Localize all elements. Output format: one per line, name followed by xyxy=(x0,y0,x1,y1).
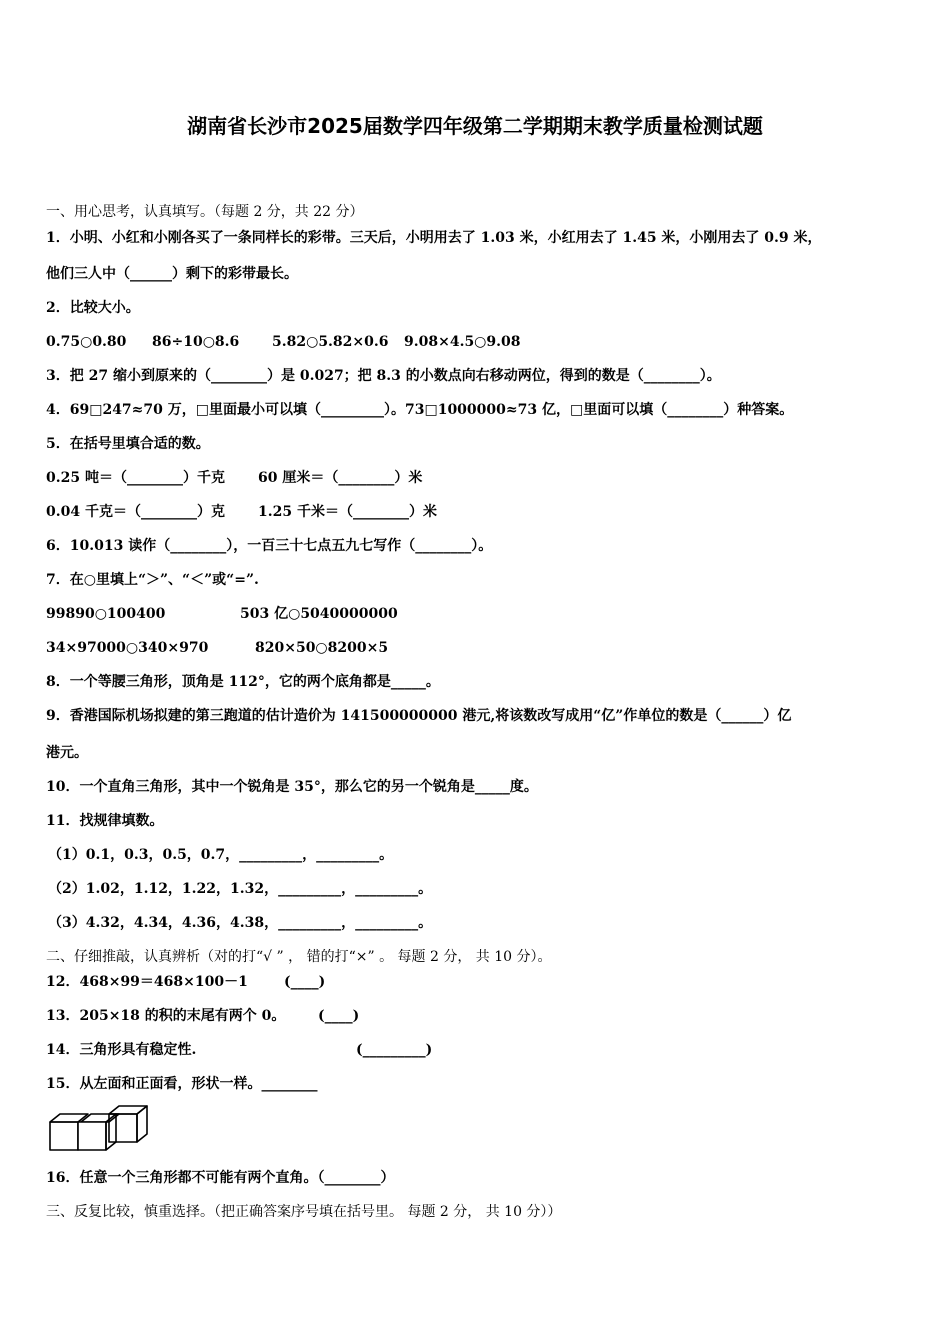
question-2-items xyxy=(46,332,521,352)
cubes-figure-icon xyxy=(47,1104,151,1154)
q5-row1-item-1: 0.25 吨＝（________）千克 xyxy=(46,470,225,486)
q2-item-2: 86÷10○8.6 xyxy=(152,334,240,350)
section-1-heading: 一、用心思考，认真填写。（每题 2 分，共 22 分） xyxy=(46,204,364,220)
q7-row2-item-1: 34×97000○340×970 xyxy=(46,640,209,656)
question-5: 5．在括号里填合适的数。 xyxy=(46,436,210,452)
question-3: 3．把 27 缩小到原来的（________）是 0.027；把 8.3 的小数点向右移动两位，得到的数是（________）。 xyxy=(46,368,721,384)
question-11-part-2: （2）1.02，1.12，1.22，1.32，_________，_________。 xyxy=(48,881,433,897)
section-3-heading: 三、反复比较，慎重选择。（把正确答案序号填在括号里。 每题 2 分， 共 10 分）） xyxy=(46,1204,562,1220)
question-9-line-2: 港元。 xyxy=(46,745,88,761)
q7-row1-item-2: 503 亿○5040000000 xyxy=(240,606,398,622)
question-7-row-1 xyxy=(46,604,398,624)
question-1-line-2: 他们三人中（______）剩下的彩带最长。 xyxy=(46,266,298,282)
q7-row1-item-1: 99890○100400 xyxy=(46,606,166,622)
section-2-heading: 二、仔细推敲，认真辨析（对的打“√ ” ， 错的打“×” 。 每题 2 分， 共 10 分）。 xyxy=(46,949,552,965)
question-11-part-1: （1）0.1，0.3，0.5，0.7，_________，_________。 xyxy=(48,847,394,863)
q13-answer-blank[interactable]: (____) xyxy=(318,1008,360,1024)
question-7-row-2 xyxy=(46,638,388,658)
q5-row2-item-1: 0.04 千克＝（________）克 xyxy=(46,504,225,520)
question-11: 11．找规律填数。 xyxy=(46,813,164,829)
question-4: 4．69□247≈70 万，□里面最小可以填（_________）。73□1000000≈73 亿，□里面可以填（________）种答案。 xyxy=(46,402,794,418)
q13-text: 13．205×18 的积的末尾有两个 0。 xyxy=(46,1008,286,1024)
q14-text: 14．三角形具有稳定性. xyxy=(46,1042,197,1058)
question-15: 15．从左面和正面看，形状一样。________ xyxy=(46,1076,318,1092)
question-5-row-1 xyxy=(46,468,422,488)
q5-row1-item-2: 60 厘米＝（________）米 xyxy=(258,470,423,486)
question-1-line-1: 1．小明、小红和小刚各买了一条同样长的彩带。三天后，小明用去了 1.03 米，小红用去了 1.45 米，小刚用去了 0.9 米， xyxy=(46,230,822,246)
question-8: 8．一个等腰三角形，顶角是 112°，它的两个底角都是_____。 xyxy=(46,674,440,690)
question-11-part-3: （3）4.32，4.34，4.36，4.38，_________，_________。 xyxy=(48,915,433,931)
q2-item-3: 5.82○5.82×0.6 xyxy=(272,334,389,350)
q2-item-4: 9.08×4.5○9.08 xyxy=(404,334,521,350)
question-10: 10．一个直角三角形，其中一个锐角是 35°，那么它的另一个锐角是_____度。 xyxy=(46,779,538,795)
q12-answer-blank[interactable]: (____) xyxy=(284,974,326,990)
question-2: 2．比较大小。 xyxy=(46,300,140,316)
question-16: 16．任意一个三角形都不可能有两个直角。（________） xyxy=(46,1170,395,1186)
q7-row2-item-2: 820×50○8200×5 xyxy=(255,640,389,656)
question-6: 6．10.013 读作（________），一百三十七点五九七写作（________）。 xyxy=(46,538,493,554)
question-12 xyxy=(46,972,325,992)
question-13 xyxy=(46,1006,359,1026)
q12-text: 12．468×99＝468×100－1 xyxy=(46,974,248,990)
page-title: 湖南省长沙市2025届数学四年级第二学期期末教学质量检测试题 xyxy=(187,114,763,138)
q2-item-1: 0.75○0.80 xyxy=(46,334,127,350)
question-9-line-1: 9．香港国际机场拟建的第三跑道的估计造价为 141500000000 港元,将该数改写成用“亿”作单位的数是（______）亿 xyxy=(46,708,792,724)
cube-right-front-face xyxy=(78,1122,106,1150)
question-14 xyxy=(46,1040,432,1060)
q5-row2-item-2: 1.25 千米＝（________）米 xyxy=(258,504,437,520)
question-7: 7．在○里填上“＞”、“＜”或“=”. xyxy=(46,572,259,588)
cube-back-side-face xyxy=(137,1106,147,1142)
question-5-row-2 xyxy=(46,502,437,522)
cube-left-front-face xyxy=(50,1122,78,1150)
q14-answer-blank[interactable]: (_________) xyxy=(356,1042,433,1058)
